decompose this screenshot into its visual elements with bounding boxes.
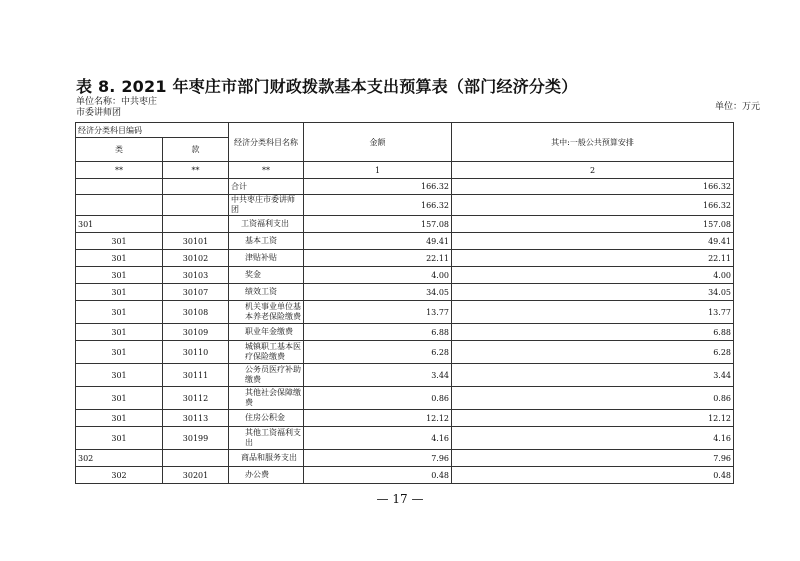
kuan-cell [163,450,229,467]
kuan-star: ** [163,162,229,179]
table-row [76,301,734,324]
general-public-cell: 3.44 [452,364,734,387]
amount-cell: 7.96 [304,450,452,467]
lei-cell: 301 [76,301,163,324]
amount-cell: 49.41 [304,233,452,250]
table-row [76,427,734,450]
table-body [76,179,734,484]
amount-cell: 34.05 [304,284,452,301]
unit-name-line1: 单位名称：中共枣庄 [76,97,158,107]
item-name-cell: 合计 [229,179,304,195]
table-row [76,341,734,364]
item-name-cell: 津贴补贴 [229,250,304,267]
item-name-cell: 工资福利支出 [229,216,304,233]
general-public-cell: 4.00 [452,267,734,284]
col-index-2: 2 [452,162,734,179]
item-name-cell: 办公费 [229,467,304,484]
lei-cell: 301 [76,284,163,301]
kuan-cell: 30110 [163,341,229,364]
table-row [76,324,734,341]
amount-cell: 13.77 [304,301,452,324]
econ-code-group-header: 经济分类科目编码 [76,123,229,138]
kuan-cell: 30112 [163,387,229,410]
item-name-cell: 住房公积金 [229,410,304,427]
amount-cell: 6.28 [304,341,452,364]
general-public-cell: 6.28 [452,341,734,364]
lei-cell: 301 [76,364,163,387]
general-public-cell: 4.16 [452,427,734,450]
general-public-cell: 157.08 [452,216,734,233]
item-name-cell: 绩效工资 [229,284,304,301]
general-public-cell: 6.88 [452,324,734,341]
general-public-cell: 12.12 [452,410,734,427]
general-public-cell: 166.32 [452,179,734,195]
kuan-cell: 30102 [163,250,229,267]
general-public-header: 其中:一般公共预算安排 [452,123,734,162]
lei-cell: 301 [76,233,163,250]
amount-cell: 157.08 [304,216,452,233]
general-public-cell: 34.05 [452,284,734,301]
general-public-cell: 13.77 [452,301,734,324]
table-row [76,250,734,267]
lei-cell: 301 [76,216,163,233]
amount-cell: 0.86 [304,387,452,410]
amount-cell: 4.00 [304,267,452,284]
table-row [76,216,734,233]
lei-cell: 301 [76,324,163,341]
lei-cell: 301 [76,427,163,450]
item-name-cell: 公务员医疗补助缴费 [229,364,304,387]
table-row [76,195,734,216]
lei-cell: 301 [76,410,163,427]
name-star: ** [229,162,304,179]
general-public-cell: 49.41 [452,233,734,250]
kuan-cell: 30113 [163,410,229,427]
kuan-cell: 30199 [163,427,229,450]
amount-cell: 166.32 [304,179,452,195]
item-name-cell: 职业年金缴费 [229,324,304,341]
item-name-cell: 中共枣庄市委讲师团 [229,195,304,216]
amount-header: 金额 [304,123,452,162]
amount-cell: 4.16 [304,427,452,450]
item-name-cell: 机关事业单位基本养老保险缴费 [229,301,304,324]
amount-cell: 6.88 [304,324,452,341]
budget-table [75,122,734,484]
kuan-cell [163,179,229,195]
amount-cell: 12.12 [304,410,452,427]
table-row [76,387,734,410]
table-row [76,179,734,195]
table-row [76,410,734,427]
page-number: — 17 — [376,492,424,506]
item-name-cell: 其他工资福利支出 [229,427,304,450]
lei-star: ** [76,162,163,179]
col-index-1: 1 [304,162,452,179]
lei-cell: 301 [76,250,163,267]
kuan-cell: 30103 [163,267,229,284]
item-name-cell: 其他社会保障缴费 [229,387,304,410]
amount-cell: 3.44 [304,364,452,387]
kuan-cell: 30111 [163,364,229,387]
lei-cell: 302 [76,467,163,484]
table-row [76,450,734,467]
general-public-cell: 166.32 [452,195,734,216]
kuan-cell: 30107 [163,284,229,301]
kuan-cell: 30101 [163,233,229,250]
general-public-cell: 0.86 [452,387,734,410]
amount-cell: 0.48 [304,467,452,484]
kuan-cell: 30108 [163,301,229,324]
amount-cell: 166.32 [304,195,452,216]
item-name-header: 经济分类科目名称 [229,123,304,162]
kuan-cell [163,195,229,216]
item-name-cell: 奖金 [229,267,304,284]
table-row [76,233,734,250]
table-row [76,284,734,301]
table-row [76,267,734,284]
lei-cell: 301 [76,341,163,364]
item-name-cell: 城镇职工基本医疗保险缴费 [229,341,304,364]
lei-cell: 302 [76,450,163,467]
item-name-cell: 基本工资 [229,233,304,250]
lei-cell [76,195,163,216]
item-name-cell: 商品和服务支出 [229,450,304,467]
kuan-cell: 30201 [163,467,229,484]
general-public-cell: 0.48 [452,467,734,484]
table-row [76,364,734,387]
table-title: 表 8. 2021 年枣庄市部门财政拨款基本支出预算表（部门经济分类） [76,77,578,96]
kuan-cell [163,216,229,233]
amount-cell: 22.11 [304,250,452,267]
unit-name-label [76,97,157,119]
lei-header: 类 [76,138,163,162]
currency-unit-label: 单位：万元 [714,102,760,112]
lei-cell [76,179,163,195]
kuan-header: 款 [163,138,229,162]
lei-cell: 301 [76,267,163,284]
general-public-cell: 7.96 [452,450,734,467]
table-row [76,467,734,484]
lei-cell: 301 [76,387,163,410]
kuan-cell: 30109 [163,324,229,341]
unit-name-line2: 市委讲师团 [76,108,122,118]
general-public-cell: 22.11 [452,250,734,267]
